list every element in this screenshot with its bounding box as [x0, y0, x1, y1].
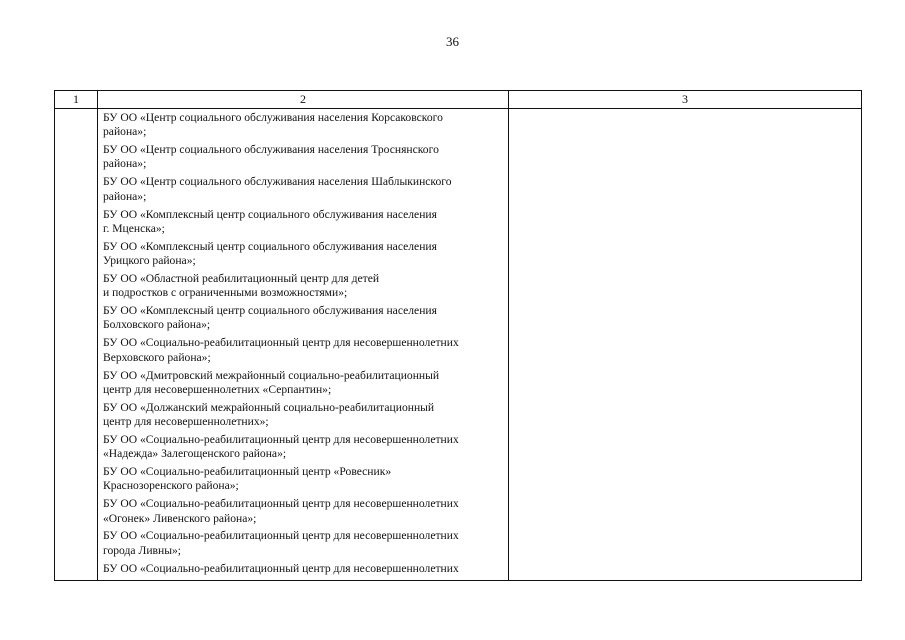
- list-item-line: БУ ОО «Дмитровский межрайонный социально-реабилитационный: [103, 368, 440, 382]
- list-item: [103, 336, 508, 365]
- page-number: 36: [446, 34, 459, 49]
- list-item: [103, 143, 508, 172]
- column-header-3: 3: [509, 91, 862, 109]
- cell-column-2: [98, 109, 509, 581]
- list-item-line: БУ ОО «Комплексный центр социального обслуживания населения: [103, 239, 437, 253]
- list-item-line: БУ ОО «Комплексный центр социального обслуживания населения: [103, 304, 437, 318]
- list-item-line: БУ ОО «Комплексный центр социального обслуживания населения: [103, 207, 437, 221]
- list-item-line: города Ливны»;: [103, 543, 182, 557]
- list-item-line: БУ ОО «Социально-реабилитационный центр для несовершеннолетних: [103, 561, 459, 575]
- list-item: [103, 562, 508, 576]
- table-row: [55, 109, 862, 581]
- list-item-line: БУ ОО «Центр социального обслуживания населения Троснянского: [103, 143, 439, 157]
- list-item-line: БУ ОО «Социально-реабилитационный центр для несовершеннолетних: [103, 497, 459, 511]
- list-item-line: центр для несовершеннолетних «Серпантин»;: [103, 382, 332, 396]
- list-item-line: района»;: [103, 157, 147, 171]
- table-header-row: [55, 91, 862, 109]
- organization-list: [98, 109, 508, 576]
- list-item-line: Верховского района»;: [103, 350, 211, 364]
- list-item-line: БУ ОО «Центр социального обслуживания населения Корсаковского: [103, 111, 443, 124]
- list-item-line: Болховского района»;: [103, 318, 211, 332]
- list-item-line: Урицкого района»;: [103, 254, 196, 268]
- list-item: [103, 272, 508, 301]
- list-item-line: БУ ОО «Областной реабилитационный центр для детей: [103, 271, 380, 285]
- column-header-1: 1: [55, 91, 98, 109]
- list-item-line: «Надежда» Залегощенского района»;: [103, 447, 287, 461]
- list-item-line: Краснозоренского района»;: [103, 479, 239, 493]
- list-item: [103, 304, 508, 333]
- list-item: [103, 208, 508, 237]
- list-item: [103, 465, 508, 494]
- list-item-line: БУ ОО «Социально-реабилитационный центр для несовершеннолетних: [103, 336, 459, 350]
- cell-column-3: [509, 109, 862, 581]
- list-item-line: района»;: [103, 189, 147, 203]
- list-item-line: района»;: [103, 125, 147, 139]
- list-item: [103, 433, 508, 462]
- list-item-line: БУ ОО «Социально-реабилитационный центр для несовершеннолетних: [103, 432, 459, 446]
- list-item-line: и подростков с ограниченными возможностями»;: [103, 286, 348, 300]
- list-item: [103, 369, 508, 398]
- list-item: [103, 401, 508, 430]
- list-item-line: БУ ОО «Центр социального обслуживания населения Шаблыкинского: [103, 175, 452, 189]
- list-item: [103, 111, 508, 140]
- list-item: [103, 529, 508, 558]
- list-item-line: г. Мценска»;: [103, 221, 165, 235]
- cell-column-1: [55, 109, 98, 581]
- list-item-line: БУ ОО «Социально-реабилитационный центр для несовершеннолетних: [103, 529, 459, 543]
- list-item-line: БУ ОО «Должанский межрайонный социально-реабилитационный: [103, 400, 435, 414]
- list-item: [103, 497, 508, 526]
- list-item-line: центр для несовершеннолетних»;: [103, 414, 269, 428]
- list-item-line: БУ ОО «Социально-реабилитационный центр «Ровесник»: [103, 465, 392, 479]
- list-item: [103, 240, 508, 269]
- list-item-line: «Огонек» Ливенского района»;: [103, 511, 257, 525]
- column-header-2: 2: [98, 91, 509, 109]
- list-item: [103, 175, 508, 204]
- document-table: [54, 90, 862, 581]
